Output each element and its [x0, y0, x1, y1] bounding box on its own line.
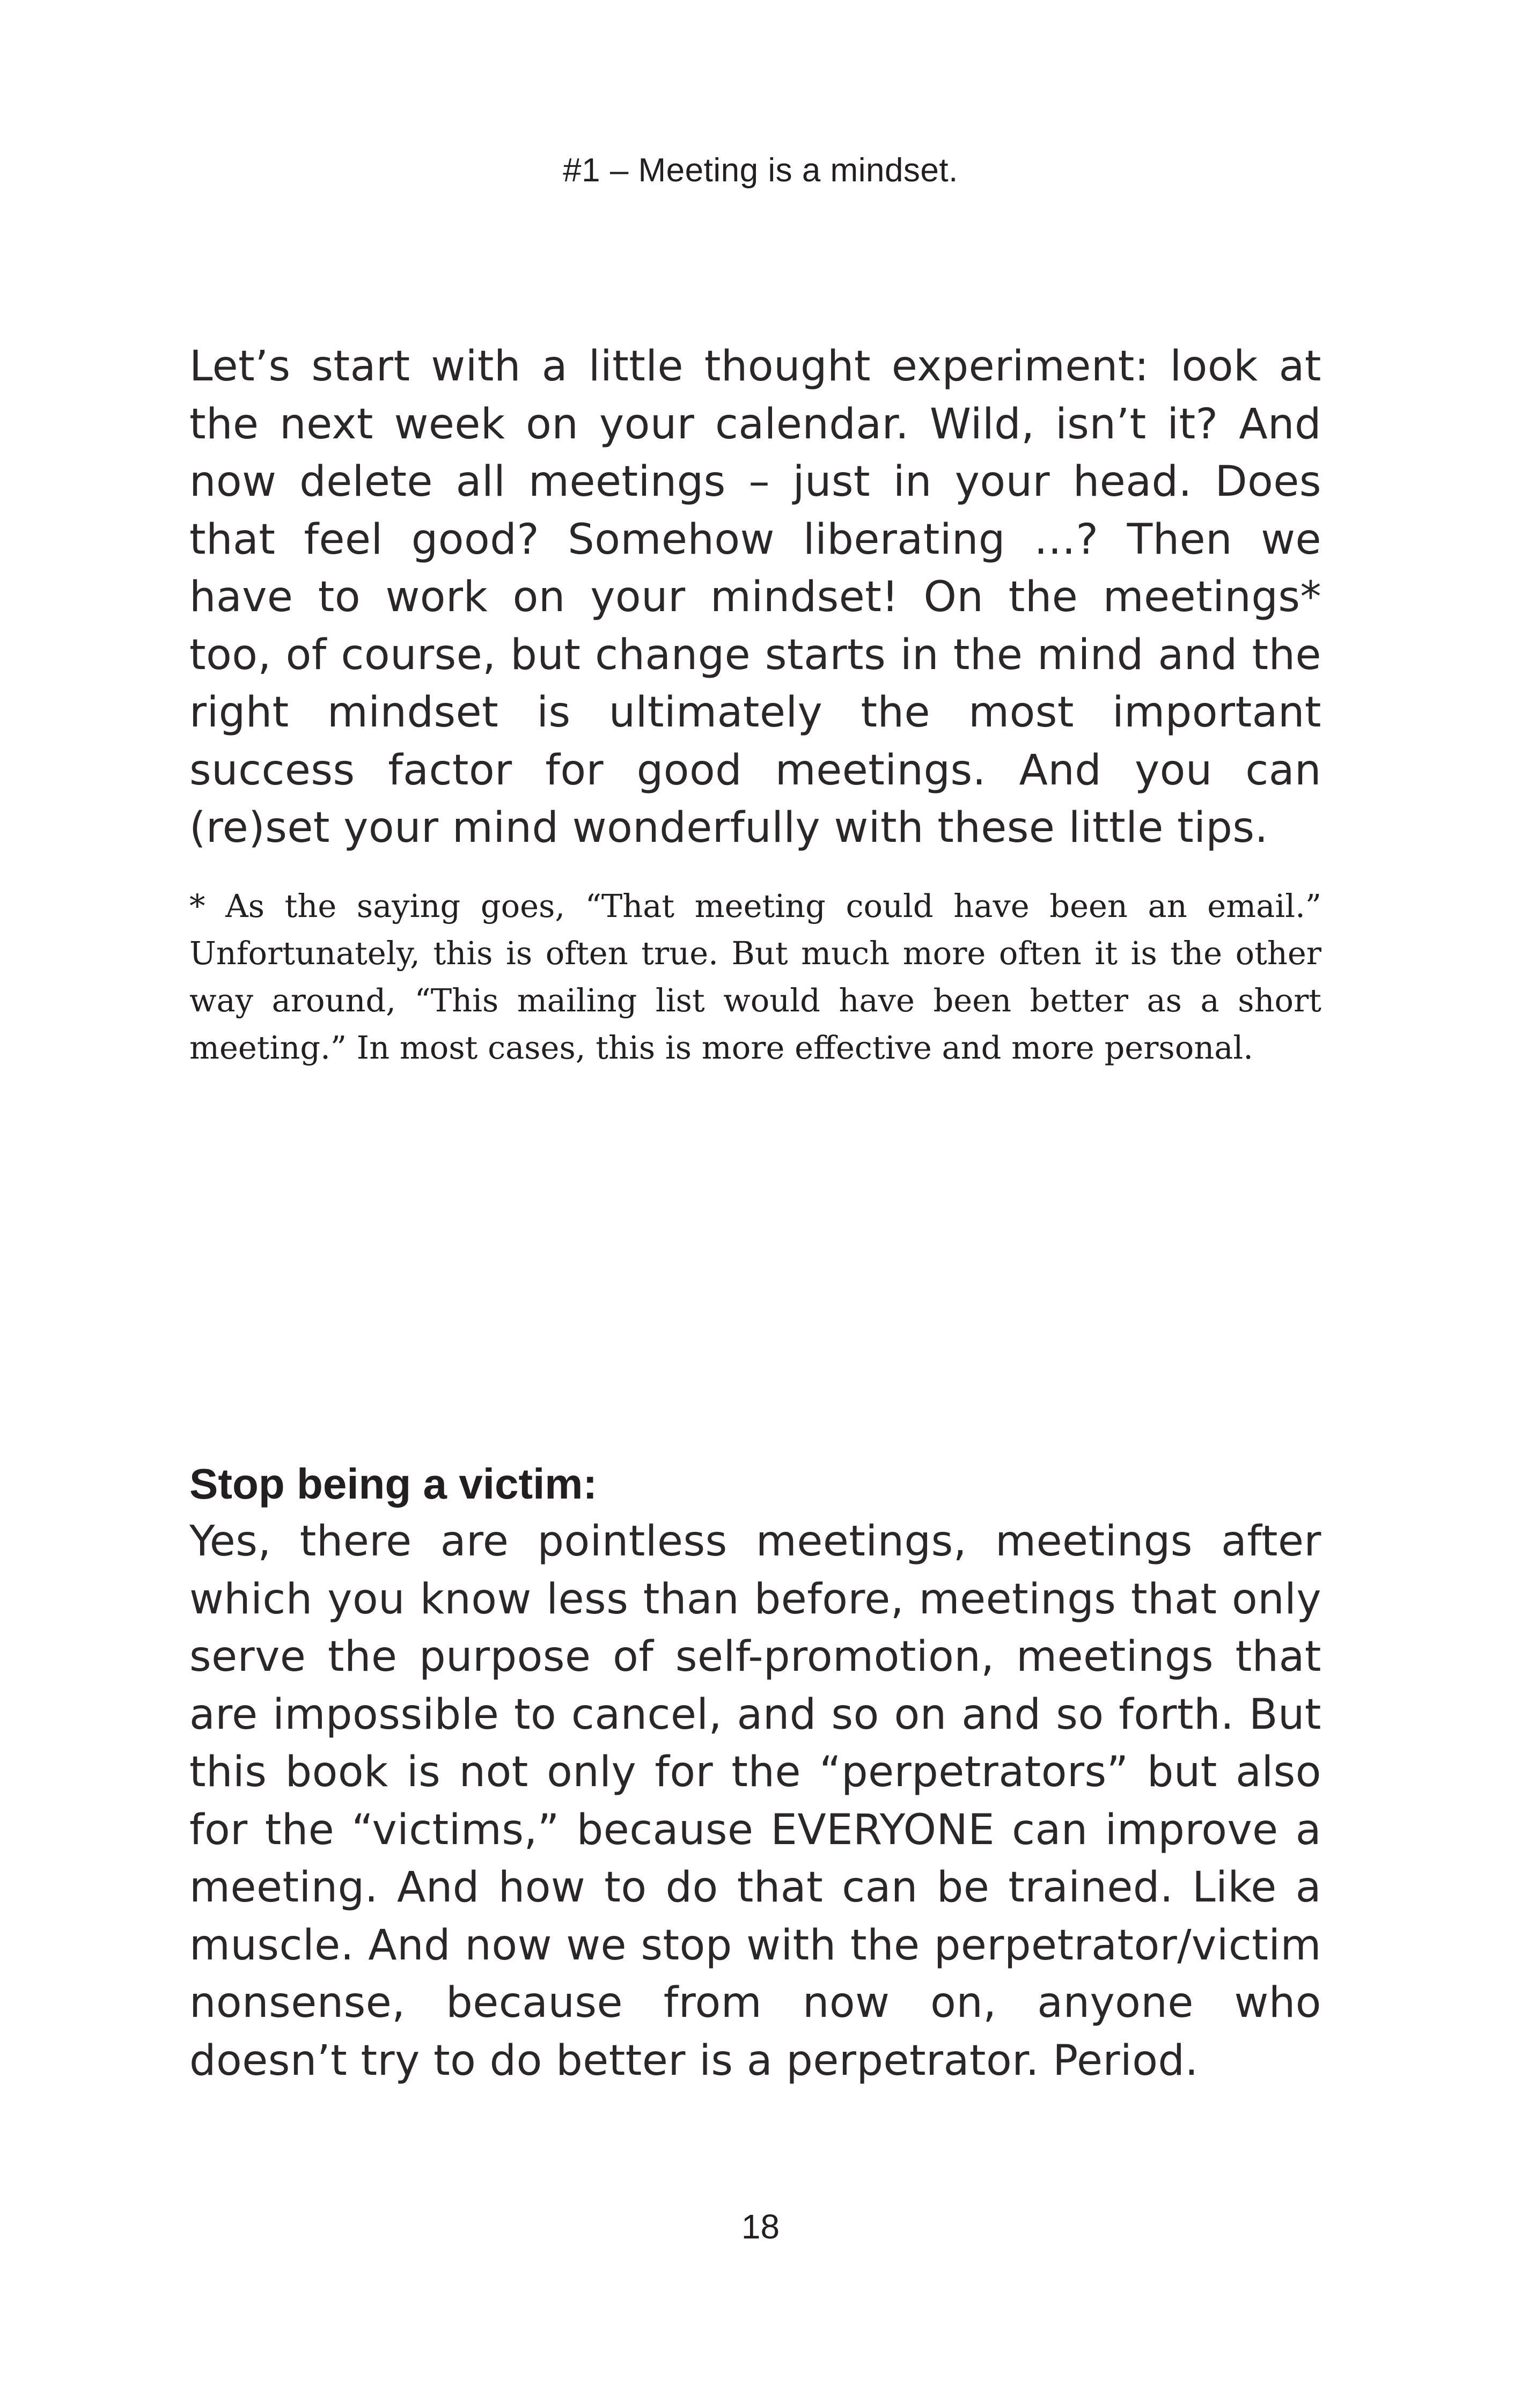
footnote-section — [189, 883, 1321, 1071]
intro-paragraph: Let’s start with a little thought experiment: look at the next week on your calendar. Wild, isn’t it? And now delete all meetings – just in your head. Does that feel good? Somehow liberating …? Then we have to work on your mindset! On the meetings* too, of course, but change starts in the mind and the right mindset is ultimately the most important success factor for good meetings. And you can (re)set your mind wonderfully with these little tips. — [189, 342, 1321, 852]
section-heading: Stop being a victim: — [189, 1460, 598, 1508]
section-paragraph: Yes, there are pointless meetings, meetings after which you know less than before, meetings that only serve the purpose of self-promotion, meetings that are impossible to cancel, and so on and so forth. But this book is not only for the “perpetrators” but also for the “victims,” because EVERYONE can improve a meeting. And how to do that can be trained. Like a muscle. And now we stop with the perpetrator/victim nonsense, because from now on, anyone who doesn’t try to do better is a perpetrator. Period. — [189, 1517, 1321, 2085]
page-number: 18 — [741, 2207, 780, 2246]
victim-section — [189, 1455, 1321, 2090]
running-header: #1 – Meeting is a mindset. — [563, 152, 958, 189]
footnote-text: * As the saying goes, “That meeting could have been an email.” Unfortunately, this is often true. But much more often it is the other way around, “This mailing list would have been better as a short meeting.” In most cases, this is more effective and more personal. — [189, 887, 1321, 1066]
intro-section — [189, 338, 1321, 857]
